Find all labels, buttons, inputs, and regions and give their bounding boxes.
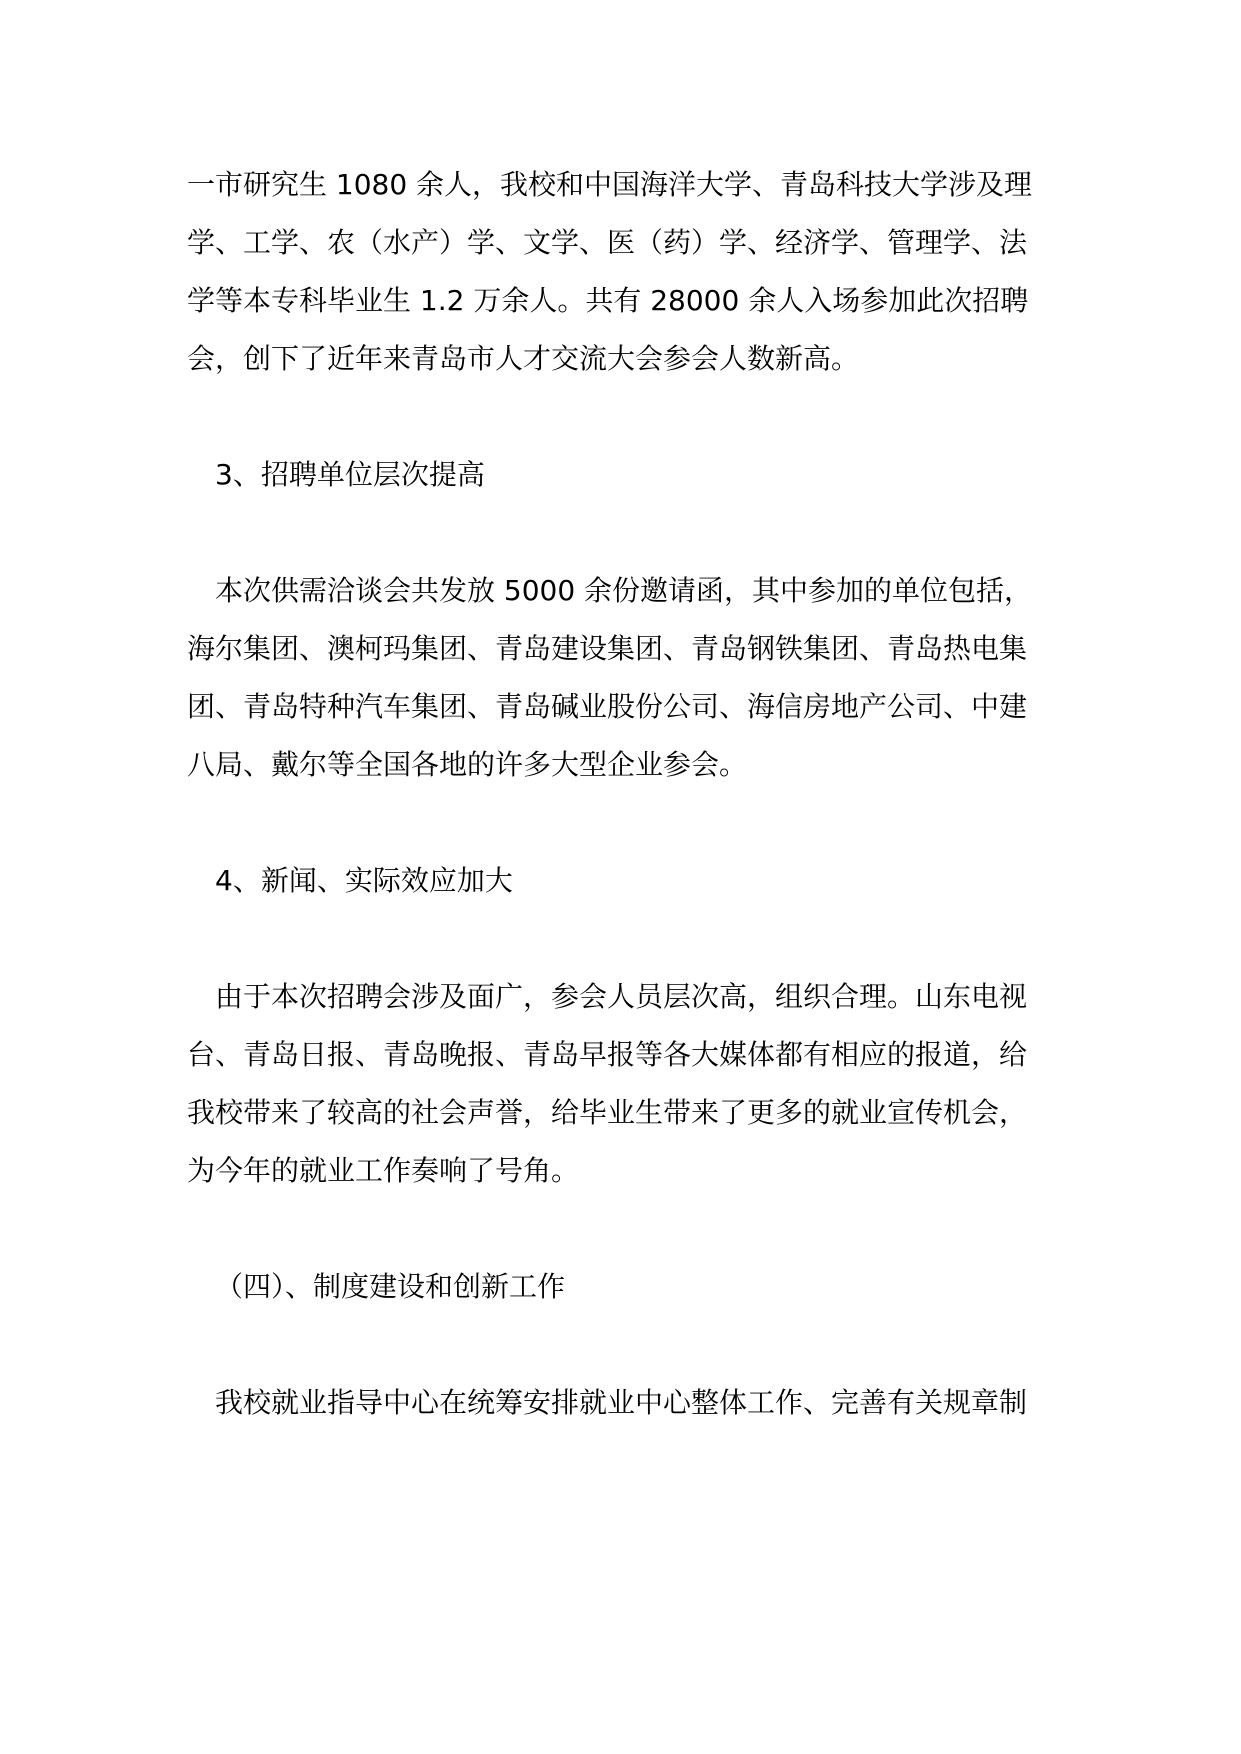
paragraph-line: 八局、戴尔等全国各地的许多大型企业参会。: [187, 748, 748, 781]
paragraph-line: 学、工学、农（水产）学、文学、医（药）学、经济学、管理学、法: [187, 226, 1028, 259]
paragraph-line: 为今年的就业工作奏响了号角。: [187, 1154, 580, 1187]
paragraph-line: 一市研究生 1080 余人，我校和中国海洋大学、青岛科技大学涉及理: [187, 168, 1033, 201]
section-heading: （四）、制度建设和创新工作: [215, 1270, 566, 1303]
paragraph-line: 团、青岛特种汽车集团、青岛碱业股份公司、海信房地产公司、中建: [187, 690, 1028, 723]
paragraph-line: 我校带来了较高的社会声誉，给毕业生带来了更多的就业宣传机会，: [187, 1096, 1028, 1129]
paragraph-line: 由于本次招聘会涉及面广，参会人员层次高，组织合理。山东电视: [215, 980, 1028, 1013]
paragraph-line: 海尔集团、澳柯玛集团、青岛建设集团、青岛钢铁集团、青岛热电集: [187, 632, 1028, 665]
paragraph-line: 本次供需洽谈会共发放 5000 余份邀请函，其中参加的单位包括，: [215, 574, 1033, 607]
section-heading: 4、新闻、实际效应加大: [215, 864, 513, 897]
paragraph-line: 我校就业指导中心在统筹安排就业中心整体工作、完善有关规章制: [215, 1386, 1028, 1419]
paragraph-line: 会，创下了近年来青岛市人才交流大会参会人数新高。: [187, 342, 860, 375]
paragraph-line: 台、青岛日报、青岛晚报、青岛早报等各大媒体都有相应的报道，给: [187, 1038, 1028, 1071]
paragraph-line: 学等本专科毕业生 1.2 万余人。共有 28000 余人入场参加此次招聘: [187, 284, 1029, 317]
section-heading: 3、招聘单位层次提高: [215, 458, 485, 491]
